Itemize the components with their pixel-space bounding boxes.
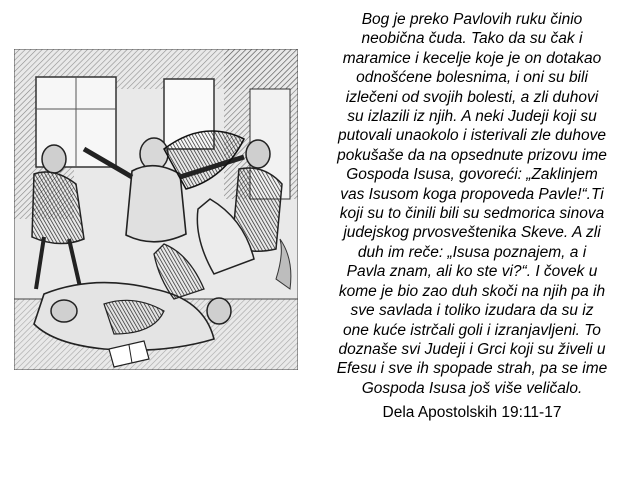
engraving-drawing [14,49,298,370]
passage-line: pokušaše da na opsednute prizovu ime [337,146,607,164]
passage-line: kome je bio zao duh skoči na njih pa ih [338,282,606,300]
passage-line: neobična čuda. Tako da su čak i [361,30,583,48]
engraving-illustration [14,49,298,370]
passage-line: putovali unaokolo i isterivali zle duhove [338,127,606,145]
scripture-text-block [306,10,638,423]
passage-line: doznaše svi Judeji i Grci koji su živeli u [338,340,606,358]
passage-line: Bog je preko Pavlovih ruku činio [361,11,583,28]
passage-text [306,10,638,398]
passage-line: Pavla znam, ali ko ste vi?“. I čovek u [346,263,598,281]
passage-line: izlečeni od svojih bolesti, a zli duhovi [345,88,599,106]
passage-line: duh im reče: „Isusa poznajem, a i [357,243,587,261]
passage-line: odnošćene bolesnima, i oni su bili [356,69,588,87]
passage-line: Gospoda Isusa još više veličalo. [361,379,583,397]
scripture-citation: Dela Apostolskih 19:11-17 [382,404,562,422]
passage-line: Efesu i sve ih spopade strah, pa se ime [336,360,608,378]
passage-line: judejskog prvosveštenika Skeve. A zli [343,224,601,242]
passage-line: Gospoda Isusa, govoreći: „Zaklinjem [346,166,598,184]
passage-line: su izlazili iz njih. A neki Judeji koji su [347,108,597,126]
passage-line: vas Isusom koga propoveda Pavle!“.Ti [340,185,604,203]
passage-line: koji su to činili bili su sedmorica sinova [339,205,605,223]
passage-line: sve savlada i toliko izudara da su iz [350,302,594,320]
passage-line: one kuće istrčali goli i izranjavljeni. To [343,321,601,339]
passage-line: maramice i kecelje koje je on dotakao [342,49,602,67]
